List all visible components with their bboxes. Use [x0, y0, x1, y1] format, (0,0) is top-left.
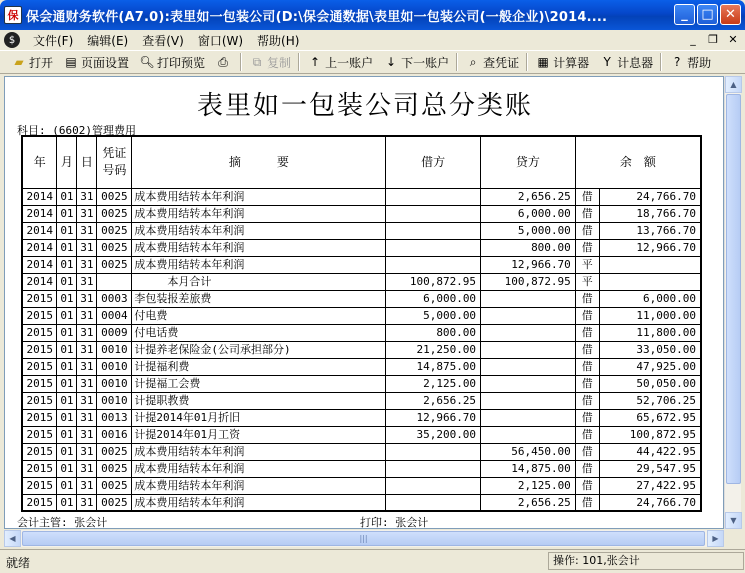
cell-summary: 计提2014年01月工资: [132, 426, 386, 443]
cell-balance: 33,050.00: [599, 341, 701, 358]
cell-debit: [386, 239, 481, 256]
cell-summary: 成本费用结转本年利润: [132, 256, 386, 273]
cell-balance: 50,050.00: [599, 375, 701, 392]
app-icon[interactable]: 保: [4, 6, 22, 24]
table-row[interactable]: [22, 256, 701, 273]
subject-label: 科目: (6602)管理费用: [17, 124, 136, 137]
table-row[interactable]: [22, 290, 701, 307]
cell-voucher: 0025: [97, 222, 132, 239]
cell-credit: 800.00: [481, 239, 576, 256]
cell-debit: 2,125.00: [386, 375, 481, 392]
arrow-down-icon: ↓: [386, 55, 397, 69]
cell-month: 01: [57, 256, 77, 273]
minimize-button[interactable]: _: [674, 4, 695, 25]
toolbar-separator: [456, 53, 458, 71]
col-summary: 摘 要: [132, 136, 386, 188]
cell-credit: 2,656.25: [481, 188, 576, 205]
cell-month: 01: [57, 392, 77, 409]
table-row[interactable]: [22, 426, 701, 443]
cell-balance: 65,672.95: [599, 409, 701, 426]
cell-day: 31: [77, 460, 97, 477]
cell-voucher: 0003: [97, 290, 132, 307]
status-bar: [0, 549, 745, 573]
cell-credit: 56,450.00: [481, 443, 576, 460]
table-row[interactable]: [22, 409, 701, 426]
cell-voucher: 0009: [97, 324, 132, 341]
table-row[interactable]: [22, 205, 701, 222]
cell-credit: 6,000.00: [481, 205, 576, 222]
arrow-up-icon: ↑: [310, 55, 321, 69]
cell-voucher: [97, 273, 132, 290]
cell-voucher: 0010: [97, 358, 132, 375]
cell-year: 2015: [22, 443, 57, 460]
cell-voucher: 0025: [97, 239, 132, 256]
title-bar: [0, 0, 745, 30]
cell-balance: [599, 273, 701, 290]
cell-debit: 12,966.70: [386, 409, 481, 426]
cell-month: 01: [57, 375, 77, 392]
interest-calculator-label: 计息器: [617, 55, 654, 70]
menu-file[interactable]: 文件(F): [33, 33, 74, 48]
cell-debit: [386, 460, 481, 477]
table-row[interactable]: [22, 477, 701, 494]
cell-direction: 借: [575, 494, 599, 511]
close-button[interactable]: ✕: [720, 4, 741, 25]
cell-debit: 14,875.00: [386, 358, 481, 375]
scroll-left-icon[interactable]: ◀: [4, 530, 21, 547]
toolbar-separator: [526, 53, 528, 71]
cell-direction: 借: [575, 477, 599, 494]
cell-month: 01: [57, 273, 77, 290]
cell-day: 31: [77, 426, 97, 443]
report-title: 表里如一包装公司总分类账: [196, 91, 533, 121]
cell-day: 31: [77, 443, 97, 460]
folder-icon: ▰: [14, 55, 24, 69]
cell-year: 2015: [22, 290, 57, 307]
col-year: 年: [22, 136, 57, 188]
cell-voucher: 0010: [97, 375, 132, 392]
table-row[interactable]: [22, 341, 701, 358]
horizontal-scrollbar[interactable]: [4, 530, 724, 547]
col-balance: 余 额: [575, 136, 701, 188]
yen-icon: Y: [603, 55, 611, 69]
cell-summary: 计提职教费: [132, 392, 386, 409]
cell-year: 2015: [22, 324, 57, 341]
prev-account-button[interactable]: [302, 52, 378, 72]
cell-month: 01: [57, 460, 77, 477]
table-row[interactable]: [22, 443, 701, 460]
cell-credit: [481, 426, 576, 443]
printer-icon: ⎙: [218, 55, 228, 69]
cell-day: 31: [77, 273, 97, 290]
cell-credit: [481, 409, 576, 426]
menu-help[interactable]: 帮助(H): [257, 33, 300, 48]
cell-day: 31: [77, 307, 97, 324]
cell-year: 2015: [22, 358, 57, 375]
cell-summary: 付电话费: [132, 324, 386, 341]
cell-voucher: 0004: [97, 307, 132, 324]
table-row[interactable]: [22, 494, 701, 511]
cell-credit: [481, 307, 576, 324]
child-restore-icon[interactable]: ❐: [708, 33, 718, 46]
cell-direction: 借: [575, 375, 599, 392]
cell-direction: 借: [575, 290, 599, 307]
cell-voucher: 0010: [97, 341, 132, 358]
page-setup-button[interactable]: [58, 52, 134, 72]
calculator-button[interactable]: [530, 52, 594, 72]
toolbar-separator: [660, 53, 662, 71]
toolbar-separator: [298, 53, 300, 71]
cell-direction: 借: [575, 324, 599, 341]
accountant-label: 会计主管: 张会计: [17, 516, 108, 529]
cell-month: 01: [57, 426, 77, 443]
cell-debit: [386, 256, 481, 273]
cell-month: 01: [57, 307, 77, 324]
operator-status: 操作: 101,张会计: [548, 552, 744, 570]
cell-summary: 成本费用结转本年利润: [132, 443, 386, 460]
print-button[interactable]: [210, 52, 238, 72]
cell-voucher: 0010: [97, 392, 132, 409]
horizontal-scroll-thumb[interactable]: |||: [22, 531, 705, 546]
ledger-table: [21, 135, 702, 512]
cell-month: 01: [57, 494, 77, 511]
open-button[interactable]: [6, 52, 58, 72]
ledger-body: [22, 188, 701, 511]
cell-year: 2014: [22, 256, 57, 273]
cell-day: 31: [77, 494, 97, 511]
page-setup-icon: ▤: [65, 55, 77, 69]
col-debit: 借方: [386, 136, 481, 188]
cell-credit: [481, 375, 576, 392]
cell-summary: 成本费用结转本年利润: [132, 205, 386, 222]
cell-balance: 100,872.95: [599, 426, 701, 443]
cell-summary: 成本费用结转本年利润: [132, 188, 386, 205]
cell-day: 31: [77, 477, 97, 494]
menu-edit[interactable]: 编辑(E): [87, 33, 129, 48]
table-row[interactable]: [22, 460, 701, 477]
table-row[interactable]: [22, 239, 701, 256]
help-button[interactable]: [664, 52, 716, 72]
cell-direction: 借: [575, 409, 599, 426]
cell-summary: 计提福利费: [132, 358, 386, 375]
cell-day: 31: [77, 290, 97, 307]
cell-debit: 800.00: [386, 324, 481, 341]
cell-direction: 借: [575, 460, 599, 477]
cell-direction: 借: [575, 188, 599, 205]
cell-direction: 借: [575, 205, 599, 222]
cell-year: 2014: [22, 273, 57, 290]
cell-balance: 13,766.70: [599, 222, 701, 239]
cell-balance: 24,766.70: [599, 494, 701, 511]
col-credit: 贷方: [481, 136, 576, 188]
cell-credit: [481, 290, 576, 307]
cell-day: 31: [77, 358, 97, 375]
cell-summary: 成本费用结转本年利润: [132, 494, 386, 511]
cell-debit: 6,000.00: [386, 290, 481, 307]
cell-voucher: 0016: [97, 426, 132, 443]
help-label: 帮助: [687, 55, 712, 70]
cell-balance: 29,547.95: [599, 460, 701, 477]
cell-month: 01: [57, 358, 77, 375]
cell-balance: 12,966.70: [599, 239, 701, 256]
cell-balance: 24,766.70: [599, 188, 701, 205]
cell-credit: 100,872.95: [481, 273, 576, 290]
cell-day: 31: [77, 205, 97, 222]
vertical-scroll-thumb[interactable]: [726, 94, 741, 484]
cell-debit: 100,872.95: [386, 273, 481, 290]
cell-credit: [481, 324, 576, 341]
cell-direction: 借: [575, 341, 599, 358]
child-close-icon[interactable]: ✕: [728, 33, 738, 46]
cell-direction: 借: [575, 392, 599, 409]
cell-year: 2014: [22, 222, 57, 239]
cell-day: 31: [77, 375, 97, 392]
cell-year: 2014: [22, 205, 57, 222]
cell-day: 31: [77, 324, 97, 341]
table-row[interactable]: [22, 307, 701, 324]
cell-credit: 14,875.00: [481, 460, 576, 477]
cell-balance: 27,422.95: [599, 477, 701, 494]
menu-window[interactable]: 窗口(W): [197, 33, 244, 48]
cell-direction: 借: [575, 307, 599, 324]
help-icon: ?: [673, 55, 681, 69]
cell-month: 01: [57, 409, 77, 426]
cell-summary: 计提2014年01月折旧: [132, 409, 386, 426]
cell-balance: 11,800.00: [599, 324, 701, 341]
cell-year: 2015: [22, 409, 57, 426]
cell-balance: 18,766.70: [599, 205, 701, 222]
cell-direction: 借: [575, 358, 599, 375]
vertical-scrollbar[interactable]: [724, 76, 741, 529]
cell-credit: 5,000.00: [481, 222, 576, 239]
menu-bar: [0, 30, 745, 50]
cell-year: 2015: [22, 341, 57, 358]
scroll-right-icon[interactable]: ▶: [707, 530, 724, 547]
cell-year: 2015: [22, 494, 57, 511]
cell-month: 01: [57, 443, 77, 460]
calculator-label: 计算器: [553, 55, 590, 70]
document-icon[interactable]: $: [4, 32, 20, 48]
next-account-button[interactable]: [378, 52, 454, 72]
cell-day: 31: [77, 239, 97, 256]
scroll-up-icon[interactable]: ▲: [725, 76, 742, 93]
cell-day: 31: [77, 256, 97, 273]
cell-month: 01: [57, 205, 77, 222]
next-account-label: 下一账户: [401, 55, 450, 70]
cell-year: 2015: [22, 392, 57, 409]
cell-summary: 李包装报差旅费: [132, 290, 386, 307]
cell-month: 01: [57, 290, 77, 307]
table-row[interactable]: [22, 188, 701, 205]
cell-voucher: 0025: [97, 460, 132, 477]
search-icon: ⌕: [469, 55, 477, 69]
prev-account-label: 上一账户: [325, 55, 374, 70]
cell-month: 01: [57, 188, 77, 205]
print-preview-label: 打印预览: [157, 55, 206, 70]
cell-summary: 成本费用结转本年利润: [132, 460, 386, 477]
scroll-down-icon[interactable]: ▼: [725, 512, 742, 529]
col-voucher: 凭证号码: [97, 136, 132, 188]
copy-icon: ⧉: [252, 55, 262, 69]
open-label: 打开: [29, 55, 54, 70]
cell-debit: [386, 205, 481, 222]
cell-summary: 计提养老保险金(公司承担部分): [132, 341, 386, 358]
view-voucher-button[interactable]: [460, 52, 524, 72]
cell-year: 2014: [22, 188, 57, 205]
cell-year: 2015: [22, 307, 57, 324]
cell-month: 01: [57, 477, 77, 494]
cell-month: 01: [57, 239, 77, 256]
cell-summary: 成本费用结转本年利润: [132, 222, 386, 239]
cell-summary: 成本费用结转本年利润: [132, 239, 386, 256]
cell-year: 2015: [22, 477, 57, 494]
table-header-row: [22, 136, 701, 188]
table-row[interactable]: [22, 222, 701, 239]
cell-year: 2015: [22, 460, 57, 477]
table-row[interactable]: [22, 375, 701, 392]
cell-credit: 2,125.00: [481, 477, 576, 494]
menu-view[interactable]: 查看(V): [142, 33, 184, 48]
table-row[interactable]: [22, 273, 701, 290]
copy-label: 复制: [267, 55, 292, 70]
interest-calculator-button[interactable]: [594, 52, 658, 72]
col-month: 月: [57, 136, 77, 188]
window-title: 保会通财务软件(A7.0):表里如一包装公司(D:\保会通数据\表里如一包装公司(一般企业)\2014....: [26, 9, 608, 25]
cell-debit: 21,250.00: [386, 341, 481, 358]
report-view: [4, 76, 724, 529]
cell-direction: 平: [575, 256, 599, 273]
cell-debit: [386, 443, 481, 460]
cell-credit: 2,656.25: [481, 494, 576, 511]
cell-day: 31: [77, 188, 97, 205]
table-row[interactable]: [22, 324, 701, 341]
view-voucher-label: 查凭证: [483, 55, 520, 70]
toolbar-separator: [240, 53, 242, 71]
cell-direction: 借: [575, 426, 599, 443]
cell-year: 2014: [22, 239, 57, 256]
copy-button[interactable]: [244, 52, 296, 72]
cell-balance: 47,925.00: [599, 358, 701, 375]
cell-balance: [599, 256, 701, 273]
calculator-icon: ▦: [537, 55, 549, 69]
cell-balance: 6,000.00: [599, 290, 701, 307]
cell-year: 2015: [22, 426, 57, 443]
cell-voucher: 0013: [97, 409, 132, 426]
cell-debit: [386, 477, 481, 494]
cell-direction: 平: [575, 273, 599, 290]
col-day: 日: [77, 136, 97, 188]
print-preview-button[interactable]: [134, 52, 210, 72]
table-row[interactable]: [22, 392, 701, 409]
cell-day: 31: [77, 409, 97, 426]
cell-voucher: 0025: [97, 256, 132, 273]
cell-balance: 52,706.25: [599, 392, 701, 409]
cell-year: 2015: [22, 375, 57, 392]
cell-summary: 付电费: [132, 307, 386, 324]
cell-credit: [481, 358, 576, 375]
cell-month: 01: [57, 341, 77, 358]
child-minimize-icon[interactable]: _: [690, 33, 696, 46]
print-preview-icon: 🔍︎: [139, 55, 155, 69]
cell-voucher: 0025: [97, 443, 132, 460]
cell-summary: 计提福工会费: [132, 375, 386, 392]
cell-debit: [386, 188, 481, 205]
printer-label: 打印: 张会计: [360, 516, 429, 529]
cell-balance: 44,422.95: [599, 443, 701, 460]
status-text: 就绪: [6, 556, 31, 570]
cell-debit: 35,200.00: [386, 426, 481, 443]
cell-voucher: 0025: [97, 477, 132, 494]
cell-summary: 成本费用结转本年利润: [132, 477, 386, 494]
cell-debit: [386, 222, 481, 239]
cell-day: 31: [77, 222, 97, 239]
cell-direction: 借: [575, 239, 599, 256]
cell-debit: 5,000.00: [386, 307, 481, 324]
cell-debit: [386, 494, 481, 511]
cell-month: 01: [57, 222, 77, 239]
cell-direction: 借: [575, 222, 599, 239]
cell-credit: 12,966.70: [481, 256, 576, 273]
toolbar: [0, 50, 745, 74]
table-row[interactable]: [22, 358, 701, 375]
cell-direction: 借: [575, 443, 599, 460]
cell-day: 31: [77, 341, 97, 358]
cell-voucher: 0025: [97, 494, 132, 511]
maximize-button[interactable]: □: [697, 4, 718, 25]
cell-credit: [481, 341, 576, 358]
cell-voucher: 0025: [97, 188, 132, 205]
cell-debit: 2,656.25: [386, 392, 481, 409]
cell-balance: 11,000.00: [599, 307, 701, 324]
cell-voucher: 0025: [97, 205, 132, 222]
cell-credit: [481, 392, 576, 409]
cell-month: 01: [57, 324, 77, 341]
cell-summary: 本月合计: [132, 273, 386, 290]
cell-day: 31: [77, 392, 97, 409]
page-setup-label: 页面设置: [81, 55, 130, 70]
